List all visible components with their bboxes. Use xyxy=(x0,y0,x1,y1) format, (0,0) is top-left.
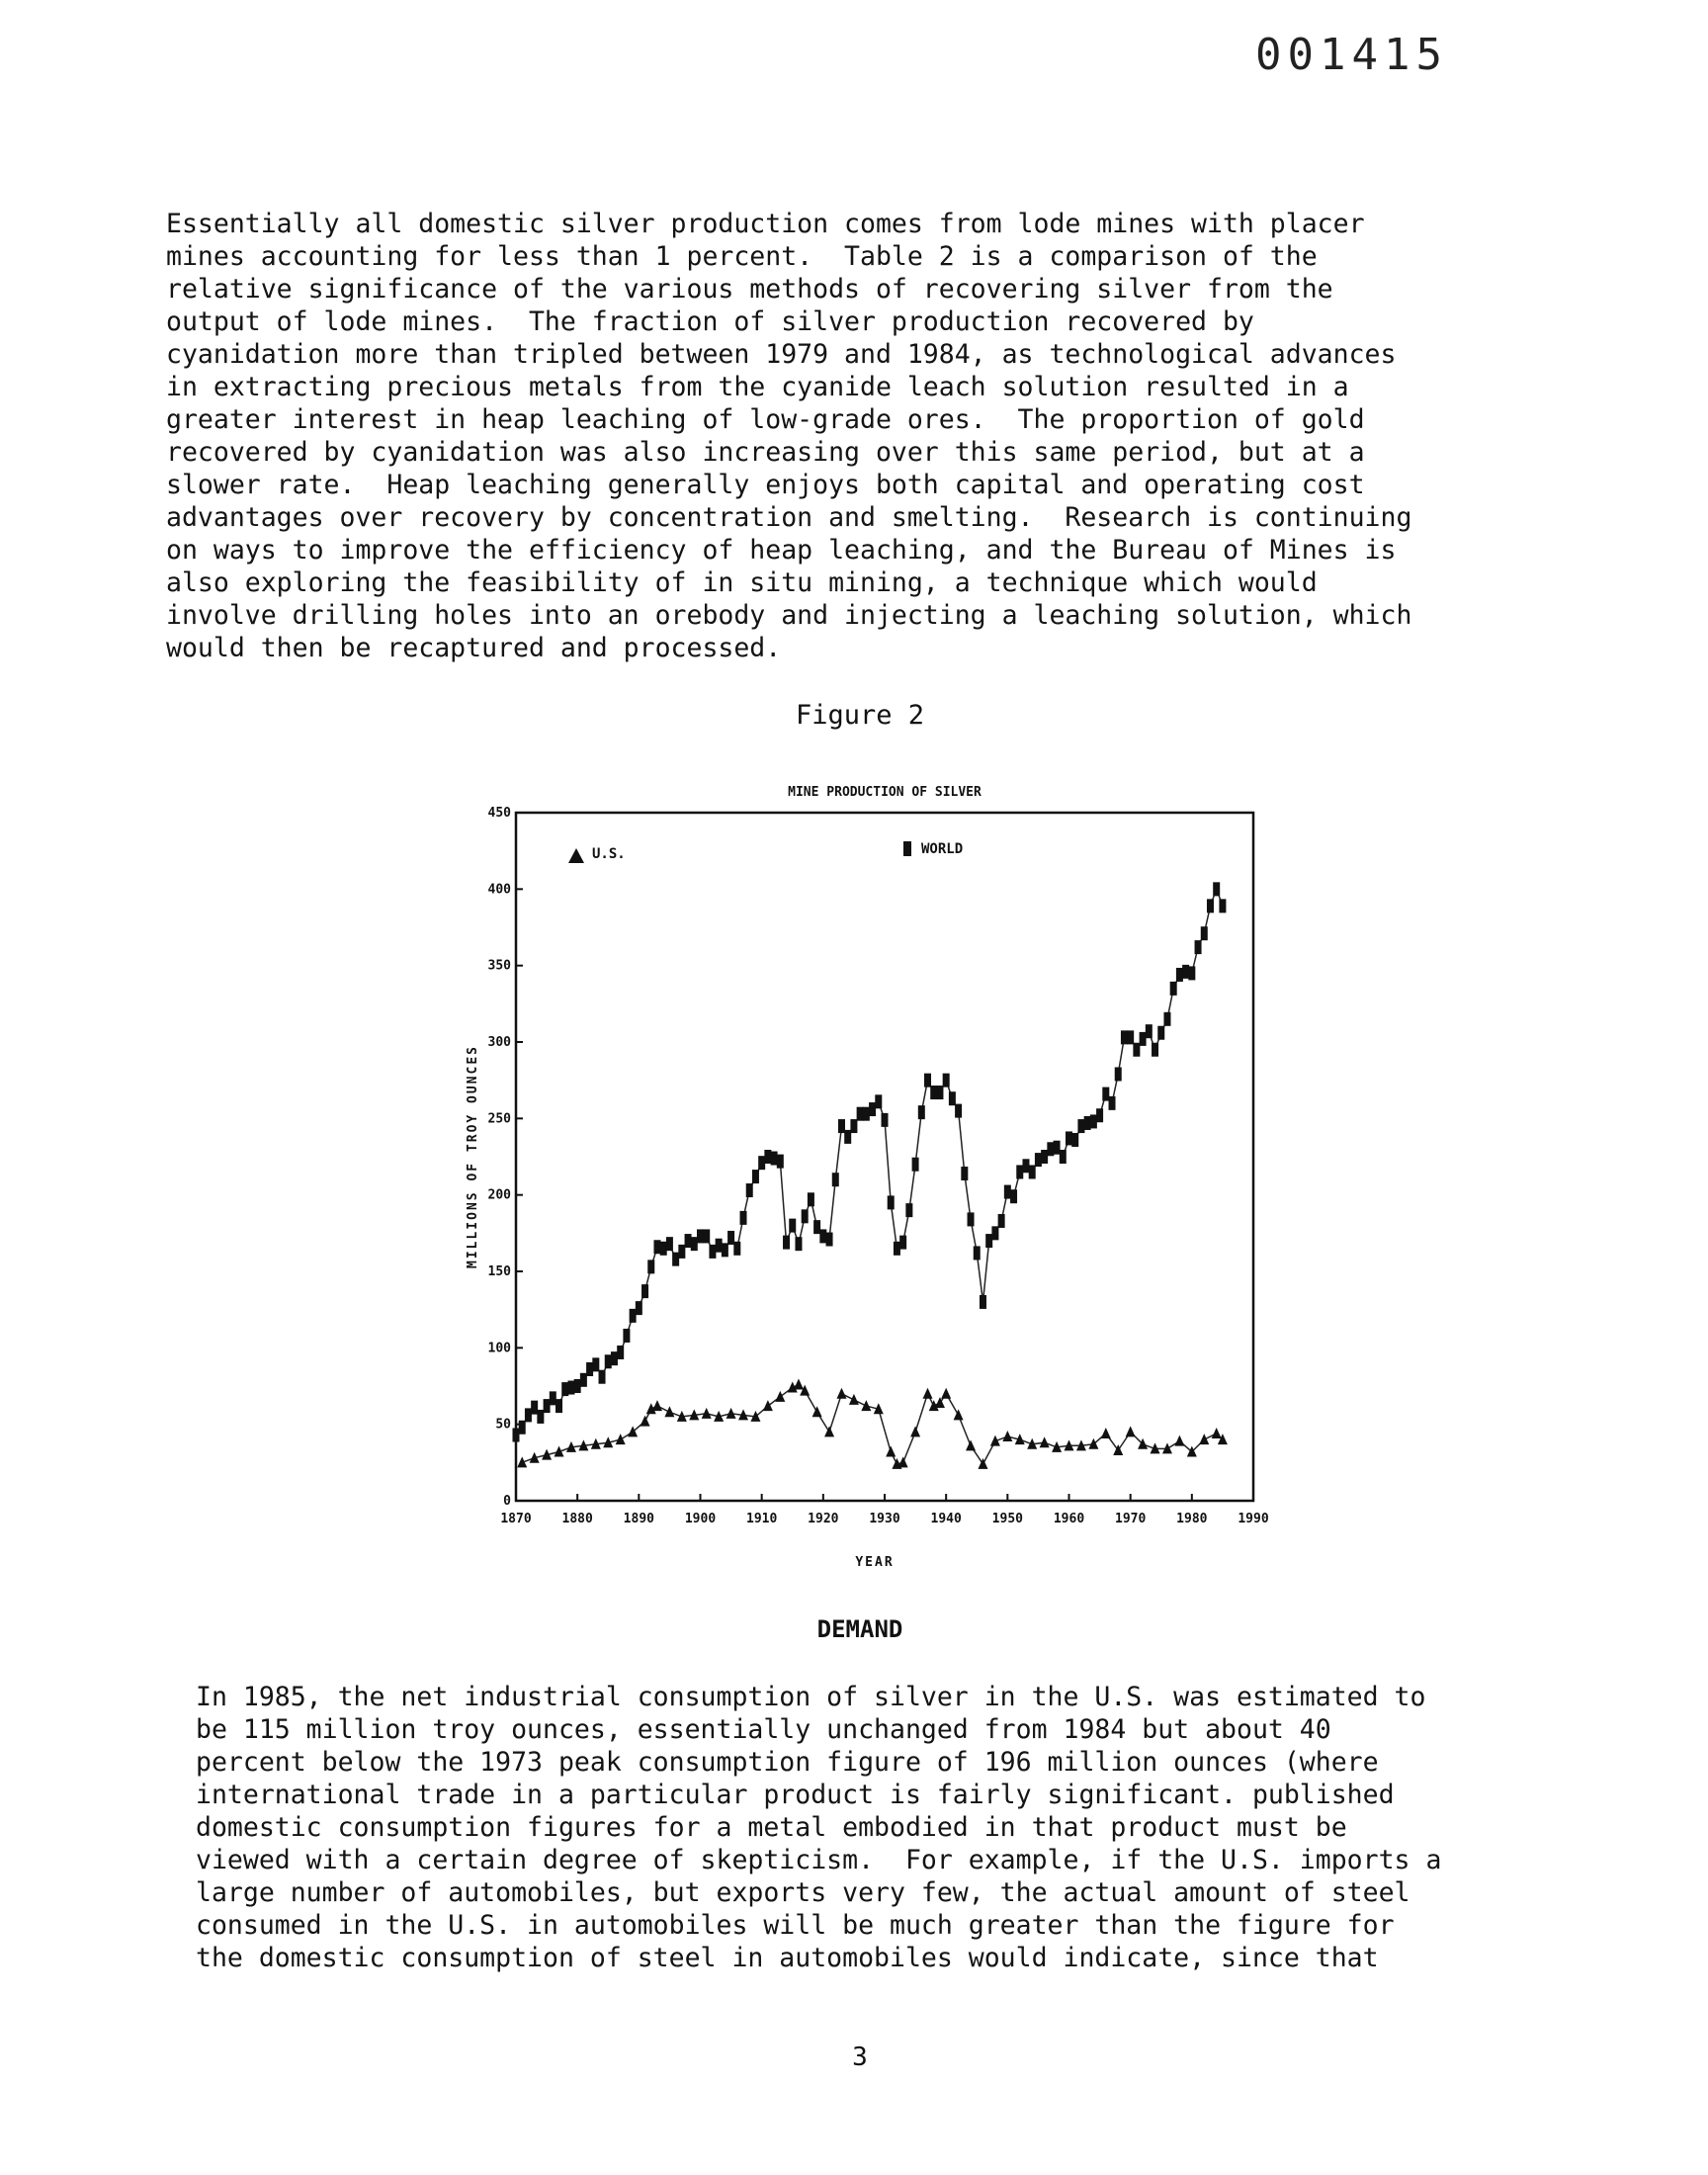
world-data-point xyxy=(985,1234,992,1248)
paragraph-line: also exploring the feasibility of in situ mining, a technique which would xyxy=(166,567,1318,598)
world-data-point xyxy=(882,1113,889,1127)
world-data-point xyxy=(1029,1165,1036,1178)
world-data-point xyxy=(599,1370,606,1384)
x-tick-label: 1930 xyxy=(869,1512,900,1526)
world-data-point xyxy=(740,1211,747,1225)
us-data-point xyxy=(628,1426,638,1436)
world-data-point xyxy=(1084,1116,1091,1130)
x-tick-label: 1990 xyxy=(1238,1512,1269,1526)
world-data-point xyxy=(857,1107,864,1121)
chart-title: MINE PRODUCTION OF SILVER xyxy=(788,785,982,800)
paragraph-line: mines accounting for less than 1 percent. Table 2 is a comparison of the xyxy=(166,241,1318,272)
world-data-point xyxy=(955,1104,962,1118)
us-data-point xyxy=(652,1400,662,1411)
world-data-point xyxy=(905,1203,912,1217)
world-data-point xyxy=(611,1351,618,1365)
world-data-point xyxy=(1096,1108,1103,1122)
world-data-point xyxy=(808,1192,814,1206)
figure-label: Figure 2 xyxy=(795,700,925,731)
world-data-point xyxy=(1195,940,1202,954)
world-data-point xyxy=(1219,899,1226,913)
x-tick-label: 1870 xyxy=(500,1512,532,1526)
x-axis-title: YEAR xyxy=(855,1555,895,1570)
y-tick-label: 450 xyxy=(487,806,511,821)
x-tick-label: 1980 xyxy=(1176,1512,1208,1526)
world-data-point xyxy=(1152,1043,1158,1057)
us-data-point xyxy=(1002,1431,1012,1441)
world-data-point xyxy=(813,1220,820,1234)
paragraph-line: be 115 million troy ounces, essentially unchanged from 1984 but about 40 xyxy=(196,1714,1331,1745)
us-data-point xyxy=(1199,1434,1209,1444)
world-data-point xyxy=(961,1167,968,1180)
legend-square-marker xyxy=(903,841,911,856)
series-markers xyxy=(513,882,1228,1469)
world-data-point xyxy=(555,1399,562,1413)
chart-frame xyxy=(516,813,1253,1501)
us-data-point xyxy=(849,1394,859,1405)
world-data-point xyxy=(832,1173,839,1186)
us-data-point xyxy=(836,1388,846,1399)
world-data-point xyxy=(537,1410,544,1424)
world-data-point xyxy=(1121,1030,1128,1044)
world-data-point xyxy=(991,1226,998,1240)
world-data-point xyxy=(949,1091,956,1105)
world-data-point xyxy=(636,1301,642,1315)
paragraph-line: involve drilling holes into an orebody and injecting a leaching solution, which xyxy=(166,600,1412,631)
paragraph-line: output of lode mines. The fraction of silver production recovered by xyxy=(166,306,1254,337)
world-data-point xyxy=(716,1239,723,1253)
world-data-point xyxy=(1102,1088,1109,1101)
world-data-point xyxy=(1066,1131,1072,1145)
section-heading-demand: DEMAND xyxy=(816,1615,903,1643)
world-data-point xyxy=(1041,1150,1048,1164)
world-data-point xyxy=(924,1074,931,1088)
paragraph-line: slower rate. Heap leaching generally enjoys both capital and operating cost xyxy=(166,470,1365,500)
world-data-point xyxy=(930,1086,937,1099)
y-axis-title: MILLIONS OF TROY OUNCES xyxy=(466,1044,480,1269)
world-data-point xyxy=(875,1094,882,1108)
world-data-point xyxy=(653,1240,660,1254)
chart-legend xyxy=(568,841,963,863)
us-data-point xyxy=(702,1408,712,1419)
paragraph-line: in extracting precious metals from the cyanide leach solution resulted in a xyxy=(166,372,1349,402)
y-tick-label: 100 xyxy=(487,1341,511,1356)
us-data-point xyxy=(517,1456,527,1467)
world-data-point xyxy=(513,1428,520,1441)
paragraph-line: the domestic consumption of steel in automobiles would indicate, since that xyxy=(196,1943,1379,1973)
world-data-point xyxy=(672,1253,679,1266)
y-tick-label: 400 xyxy=(487,882,511,898)
world-data-point xyxy=(1010,1189,1017,1203)
legend-triangle-marker xyxy=(568,848,584,863)
world-data-point xyxy=(850,1119,857,1133)
us-data-point xyxy=(886,1446,896,1457)
world-data-point xyxy=(888,1195,895,1209)
world-data-point xyxy=(525,1408,532,1422)
us-data-point xyxy=(1088,1438,1098,1449)
world-data-point xyxy=(758,1156,765,1170)
world-data-point xyxy=(1054,1141,1061,1155)
world-data-point xyxy=(722,1243,728,1257)
us-data-point xyxy=(1174,1436,1184,1446)
world-data-point xyxy=(617,1346,624,1359)
world-data-point xyxy=(974,1246,981,1260)
legend-us-label: U.S. xyxy=(592,846,626,862)
world-data-point xyxy=(531,1401,538,1415)
y-tick-label: 250 xyxy=(487,1111,511,1127)
world-data-point xyxy=(1157,1026,1164,1040)
x-tick-label: 1900 xyxy=(684,1512,717,1526)
us-data-point xyxy=(1126,1426,1136,1436)
world-data-point xyxy=(1170,982,1177,996)
world-data-point xyxy=(1146,1024,1153,1038)
document-number: 001415 xyxy=(1255,30,1448,80)
paragraph-line: viewed with a certain degree of skepticism. For example, if the U.S. imports a xyxy=(196,1845,1442,1875)
world-data-point xyxy=(691,1237,698,1251)
us-data-point xyxy=(812,1406,822,1417)
x-tick-label: 1960 xyxy=(1053,1512,1085,1526)
us-data-point xyxy=(910,1426,920,1436)
world-data-point xyxy=(1140,1032,1147,1046)
world-data-point xyxy=(685,1234,692,1248)
world-data-point xyxy=(771,1152,778,1166)
world-data-point xyxy=(746,1183,753,1197)
world-data-point xyxy=(1016,1165,1023,1178)
world-data-point xyxy=(869,1102,876,1116)
x-tick-label: 1880 xyxy=(561,1512,593,1526)
us-data-point xyxy=(954,1409,964,1420)
us-data-point xyxy=(664,1406,674,1417)
world-data-point xyxy=(1207,899,1214,913)
world-data-point xyxy=(764,1150,771,1164)
y-tick-label: 150 xyxy=(487,1264,511,1279)
paragraph-line: domestic consumption figures for a metal embodied in that product must be xyxy=(196,1812,1347,1843)
x-tick-label: 1890 xyxy=(623,1512,654,1526)
world-data-point xyxy=(789,1219,796,1233)
us-data-point xyxy=(794,1378,804,1389)
world-data-point xyxy=(894,1242,900,1256)
world-data-point xyxy=(1213,882,1220,896)
world-data-point xyxy=(777,1155,784,1169)
us-data-point xyxy=(923,1388,933,1399)
world-data-point xyxy=(1060,1150,1067,1164)
us-data-point xyxy=(555,1446,564,1457)
world-data-point xyxy=(752,1170,759,1183)
world-data-point xyxy=(1182,965,1189,979)
world-data-point xyxy=(863,1107,870,1121)
us-data-point xyxy=(990,1436,1000,1446)
paragraph-line: greater interest in heap leaching of low-grade ores. The proportion of gold xyxy=(166,404,1365,435)
x-tick-label: 1920 xyxy=(808,1512,839,1526)
y-tick-label: 200 xyxy=(487,1187,511,1203)
world-data-point xyxy=(623,1329,630,1343)
world-data-point xyxy=(647,1260,654,1273)
x-tick-label: 1950 xyxy=(991,1512,1023,1526)
paragraph-line: advantages over recovery by concentration and smelting. Research is continuing xyxy=(166,502,1412,533)
paragraph-line: Essentially all domestic silver production comes from lode mines with placer xyxy=(166,209,1365,239)
world-data-point xyxy=(838,1119,845,1133)
y-tick-label: 300 xyxy=(487,1035,511,1050)
world-data-point xyxy=(998,1214,1005,1228)
us-data-point xyxy=(941,1388,951,1399)
us-data-point xyxy=(726,1408,736,1419)
world-data-point xyxy=(561,1382,568,1396)
world-data-point xyxy=(1022,1159,1029,1173)
legend-world-label: WORLD xyxy=(921,841,964,857)
world-data-point xyxy=(1163,1012,1170,1026)
world-data-point xyxy=(1115,1067,1122,1081)
world-data-point xyxy=(918,1105,925,1119)
world-data-point xyxy=(980,1295,986,1309)
paragraph-line: international trade in a particular product is fairly significant. published xyxy=(196,1780,1395,1810)
world-data-point xyxy=(666,1237,673,1251)
world-data-point xyxy=(1077,1119,1084,1133)
world-data-point xyxy=(586,1362,593,1376)
paragraph-line: would then be recaptured and processed. xyxy=(166,633,782,663)
world-data-point xyxy=(592,1357,599,1371)
series-lines xyxy=(516,889,1223,1464)
x-tick-label: 1910 xyxy=(746,1512,778,1526)
page-number: 3 xyxy=(852,2043,868,2072)
world-data-point xyxy=(1090,1114,1097,1128)
world-data-point xyxy=(936,1086,943,1099)
world-data-point xyxy=(660,1242,667,1256)
world-data-point xyxy=(802,1209,809,1223)
world-data-point xyxy=(1188,966,1195,980)
world-data-point xyxy=(709,1245,716,1259)
plot-border xyxy=(516,813,1253,1501)
us-data-point xyxy=(1212,1428,1222,1438)
world-data-point xyxy=(968,1212,975,1226)
world-data-point xyxy=(943,1074,950,1088)
body-paragraph-2 xyxy=(196,1681,1441,1974)
paragraph-line: on ways to improve the efficiency of heap leaching, and the Bureau of Mines is xyxy=(166,535,1397,566)
paragraph-line: relative significance of the various methods of recovering silver from the xyxy=(166,274,1333,304)
y-tick-label: 350 xyxy=(487,958,511,974)
us-data-point xyxy=(1101,1428,1111,1438)
world-data-point xyxy=(826,1233,833,1247)
us-data-point xyxy=(763,1400,773,1411)
x-tick-label: 1940 xyxy=(930,1512,962,1526)
world-data-point xyxy=(1047,1142,1054,1156)
us-data-point xyxy=(1040,1436,1050,1447)
paragraph-line: In 1985, the net industrial consumption of silver in the U.S. was estimated to xyxy=(196,1682,1426,1712)
world-data-point xyxy=(641,1284,648,1298)
world-data-point xyxy=(519,1421,526,1435)
world-data-point xyxy=(733,1242,740,1256)
world-data-point xyxy=(1133,1043,1140,1057)
world-data-point xyxy=(605,1354,612,1368)
world-data-point xyxy=(1004,1185,1011,1199)
paragraph-line: percent below the 1973 peak consumption figure of 196 million ounces (where xyxy=(196,1747,1379,1778)
world-data-point xyxy=(678,1245,685,1259)
x-tick-label: 1970 xyxy=(1115,1512,1147,1526)
paragraph-line: large number of automobiles, but exports very few, the actual amount of steel xyxy=(196,1877,1410,1908)
world-data-point xyxy=(567,1381,574,1395)
us-data-point xyxy=(640,1416,650,1427)
us-data-point xyxy=(898,1456,908,1467)
world-data-point xyxy=(550,1391,556,1405)
paragraph-line: recovered by cyanidation was also increasing over this same period, but at a xyxy=(166,437,1365,468)
us-data-point xyxy=(966,1439,976,1450)
world-data-point xyxy=(819,1229,826,1243)
us-data-point xyxy=(775,1391,785,1402)
world-data-point xyxy=(544,1399,551,1413)
world-data-point xyxy=(574,1379,581,1393)
paragraph-line: consumed in the U.S. in automobiles will be much greater than the figure for xyxy=(196,1910,1395,1941)
world-data-point xyxy=(844,1130,851,1144)
paragraph-line: cyanidation more than tripled between 1979 and 1984, as technological advances xyxy=(166,339,1397,370)
us-data-point xyxy=(616,1434,626,1444)
world-data-point xyxy=(795,1237,802,1251)
world-data-point xyxy=(580,1373,587,1387)
y-tick-label: 50 xyxy=(495,1417,511,1433)
y-tick-label: 0 xyxy=(503,1494,511,1509)
world-data-point xyxy=(697,1229,704,1243)
world-data-point xyxy=(783,1236,790,1250)
axis-ticks xyxy=(488,806,1269,1526)
world-data-point xyxy=(727,1231,734,1245)
world-data-point xyxy=(1071,1133,1078,1147)
world-data-point xyxy=(1127,1030,1134,1044)
world-data-point xyxy=(1035,1153,1042,1167)
world-data-point xyxy=(703,1229,710,1243)
world-data-point xyxy=(899,1236,906,1250)
us-data-point xyxy=(861,1400,871,1411)
world-data-point xyxy=(1201,926,1208,940)
world-data-point xyxy=(630,1309,637,1323)
world-data-point xyxy=(1109,1096,1116,1110)
world-data-point xyxy=(912,1158,919,1172)
world-data-point xyxy=(1176,968,1183,982)
